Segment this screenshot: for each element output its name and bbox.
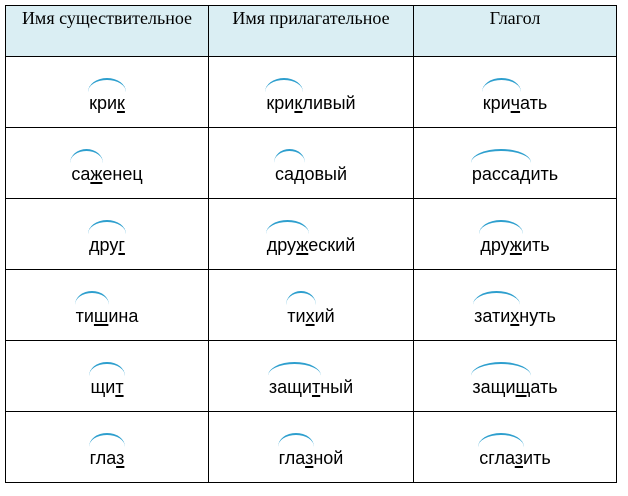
cell-noun (6, 128, 209, 199)
word (89, 235, 125, 256)
word (90, 377, 123, 398)
cell-verb (414, 57, 617, 128)
root-arc-icon (482, 78, 521, 92)
root-arc-icon (75, 291, 110, 305)
word-suffix-part: енец (102, 163, 143, 184)
word-suffix-part: ать (520, 92, 548, 113)
cell-verb (414, 128, 617, 199)
word-prefix-part: ти (75, 305, 94, 326)
table-row (6, 199, 617, 270)
word-suffix-part: нуть (519, 305, 556, 326)
alternating-consonant: т (115, 376, 124, 397)
table-row (6, 57, 617, 128)
word-prefix-part: са (71, 163, 91, 184)
word-prefix-part: зати (474, 305, 511, 326)
alternating-consonant: ш (93, 305, 109, 326)
word (275, 164, 347, 185)
word-roots-table (5, 5, 617, 483)
word-prefix-part: ти (287, 305, 306, 326)
cell-verb (414, 412, 617, 483)
word-prefix-part: щи (90, 376, 116, 397)
word (267, 235, 356, 256)
word-prefix-part: кри (266, 92, 295, 113)
cell-noun (6, 270, 209, 341)
cell-adjective (209, 128, 414, 199)
table-row (6, 412, 617, 483)
word-suffix-part: ный (320, 376, 354, 397)
word (474, 306, 556, 327)
root-arc-icon (265, 78, 303, 92)
word-suffix-part: овый (304, 163, 348, 184)
word-suffix-part: еский (308, 234, 356, 255)
word-prefix-part: гла (278, 447, 306, 468)
word-prefix-part: сгла (479, 447, 515, 468)
alternating-consonant: к (117, 92, 125, 113)
root-arc-icon (89, 362, 124, 376)
word (90, 448, 125, 469)
word (287, 306, 334, 327)
alternating-consonant: д (293, 163, 305, 184)
alternating-consonant: х (510, 305, 520, 326)
word (480, 235, 549, 256)
word (76, 306, 139, 327)
word (472, 164, 558, 185)
cell-verb (414, 341, 617, 412)
word (483, 93, 548, 114)
word (89, 93, 125, 114)
root-arc-icon (88, 78, 126, 92)
cell-adjective (209, 412, 414, 483)
word-suffix-part: ливый (302, 92, 356, 113)
word (472, 377, 557, 398)
header-noun: Имя существительное (6, 6, 209, 57)
root-arc-icon (278, 433, 315, 447)
root-arc-icon (478, 433, 524, 447)
alternating-consonant: ч (510, 92, 521, 113)
word-prefix-part: дру (480, 234, 510, 255)
header-adjective: Имя прилагательное (209, 6, 414, 57)
alternating-consonant: х (305, 305, 315, 326)
word-prefix-part: дру (89, 234, 119, 255)
word-prefix-part: кри (89, 92, 118, 113)
word-suffix-part: ина (108, 305, 139, 326)
cell-verb (414, 270, 617, 341)
root-arc-icon (268, 362, 321, 376)
word-prefix-part: кри (482, 92, 511, 113)
root-arc-icon (473, 291, 520, 305)
alternating-consonant: з (116, 447, 125, 468)
word-prefix-part: защи (472, 376, 516, 397)
root-arc-icon (70, 149, 103, 163)
word (279, 448, 344, 469)
root-arc-icon (286, 291, 315, 305)
alternating-consonant: ж (296, 234, 309, 255)
word (269, 377, 353, 398)
cell-noun (6, 199, 209, 270)
word-prefix-part: дру (266, 234, 297, 255)
cell-adjective (209, 199, 414, 270)
alternating-consonant: з (305, 447, 314, 468)
word (266, 93, 355, 114)
word-prefix-part: защи (268, 376, 312, 397)
word-prefix-part: са (274, 163, 294, 184)
table-row (6, 341, 617, 412)
alternating-consonant: щ (515, 376, 531, 397)
word-suffix-part: ной (313, 447, 344, 468)
table-body (6, 57, 617, 483)
word-suffix-part: ить (521, 234, 550, 255)
alternating-consonant: з (514, 447, 524, 468)
root-arc-icon (88, 220, 126, 234)
table-row (6, 270, 617, 341)
cell-noun (6, 412, 209, 483)
alternating-consonant: ж (90, 163, 103, 184)
header-row (6, 6, 617, 57)
alternating-consonant: д (519, 163, 531, 184)
alternating-consonant: ж (509, 234, 522, 255)
word (479, 448, 550, 469)
cell-adjective (209, 270, 414, 341)
word-suffix-part: ать (530, 376, 558, 397)
root-arc-icon (266, 220, 310, 234)
root-arc-icon (479, 220, 523, 234)
word-suffix-part: ить (530, 163, 559, 184)
root-arc-icon (89, 433, 126, 447)
word (71, 164, 142, 185)
word-prefix-part: расса (471, 163, 520, 184)
root-arc-icon (471, 362, 531, 376)
header-verb: Глагол (414, 6, 617, 57)
alternating-consonant: г (118, 234, 125, 255)
root-arc-icon (471, 149, 532, 163)
cell-adjective (209, 57, 414, 128)
word-suffix-part: ить (523, 447, 551, 468)
cell-verb (414, 199, 617, 270)
cell-adjective (209, 341, 414, 412)
word-prefix-part: гла (89, 447, 117, 468)
root-arc-icon (274, 149, 306, 163)
alternating-consonant: к (294, 92, 303, 113)
table-row (6, 128, 617, 199)
alternating-consonant: т (311, 376, 321, 397)
cell-noun (6, 341, 209, 412)
word-suffix-part: ий (314, 305, 335, 326)
cell-noun (6, 57, 209, 128)
